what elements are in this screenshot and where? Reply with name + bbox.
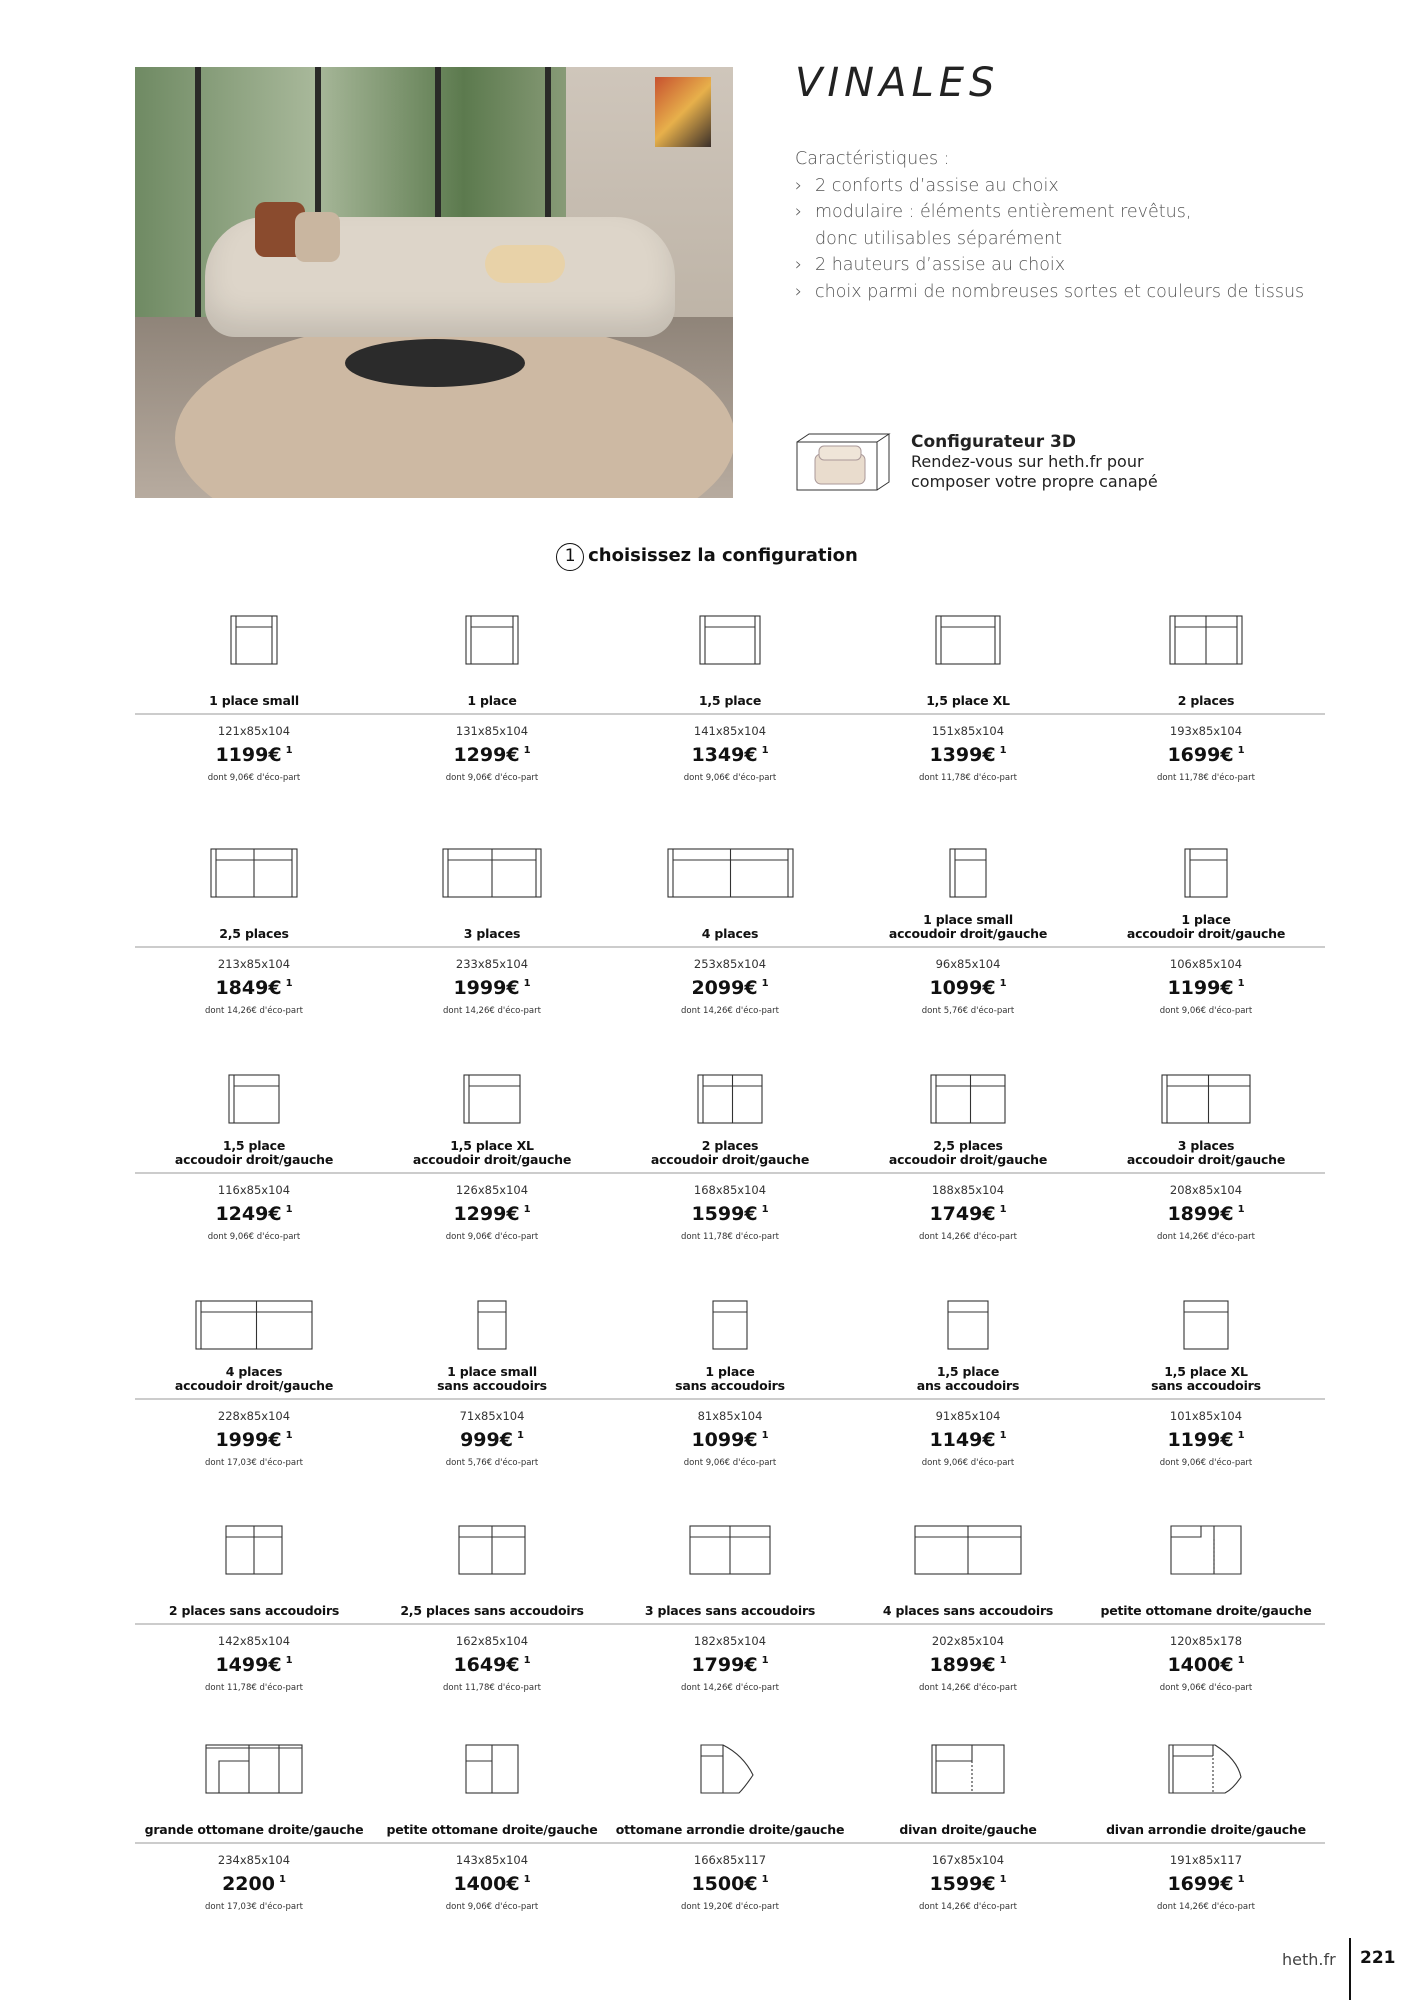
item-eco-part: dont 9,06€ d'éco-part [445, 773, 539, 783]
configuration-item[interactable] [849, 1722, 1087, 1922]
price-footnote: 1 [761, 1655, 769, 1666]
item-dimensions: 81x85x104 [697, 1409, 763, 1423]
configuration-row [135, 1278, 1325, 1478]
item-price [373, 1654, 611, 1676]
item-eco-part: dont 14,26€ d'éco-part [1157, 1902, 1255, 1912]
item-price [135, 1203, 373, 1225]
item-eco-part: dont 9,06€ d'éco-part [207, 1232, 301, 1242]
item-eco-part: dont 14,26€ d'éco-part [681, 1683, 779, 1693]
item-dimensions: 193x85x104 [1169, 724, 1243, 738]
price-value: 1749€ [929, 1203, 996, 1225]
sofa-module-divanRound-icon [1087, 1744, 1325, 1796]
price-footnote: 1 [761, 1874, 769, 1885]
price-footnote: 1 [1237, 745, 1245, 756]
price-footnote: 1 [285, 978, 293, 989]
item-eco-part: dont 9,06€ d'éco-part [1159, 1458, 1253, 1468]
sofa-module-divan-icon [849, 1744, 1087, 1796]
price-value: 1599€ [929, 1873, 996, 1895]
sofa-module-a15xl-icon [373, 1074, 611, 1126]
item-eco-part: dont 11,78€ d'éco-part [443, 1683, 541, 1693]
price-footnote: 1 [1237, 1204, 1245, 1215]
sofa-module-s15-icon [611, 615, 849, 667]
item-dimensions: 101x85x104 [1169, 1409, 1243, 1423]
item-price [373, 1429, 611, 1451]
configurator-text: Rendez-vous sur heth.fr pour composer votre propre canapé [911, 452, 1158, 491]
price-footnote: 1 [761, 978, 769, 989]
item-name: 3 places sans accoudoirs [644, 1603, 816, 1618]
item-dimensions: 213x85x104 [217, 957, 291, 971]
item-eco-part: dont 9,06€ d'éco-part [1159, 1683, 1253, 1693]
price-value: 1249€ [215, 1203, 282, 1225]
item-dimensions: 126x85x104 [455, 1183, 529, 1197]
configuration-item[interactable] [373, 593, 611, 793]
item-eco-part: dont 9,06€ d'éco-part [1159, 1006, 1253, 1016]
item-price [611, 1873, 849, 1895]
item-name: 1,5 place ans accoudoirs [916, 1364, 1020, 1393]
item-dimensions: 234x85x104 [217, 1853, 291, 1867]
item-name: 1 place small [209, 693, 299, 708]
configuration-item[interactable] [373, 1722, 611, 1922]
item-eco-part: dont 14,26€ d'éco-part [443, 1006, 541, 1016]
item-name: 4 places sans accoudoirs [882, 1603, 1054, 1618]
item-name: 4 places [701, 926, 759, 941]
configuration-item[interactable] [135, 593, 373, 793]
price-value: 1199€ [215, 744, 282, 766]
item-price [1087, 1873, 1325, 1895]
item-name: 1,5 place [698, 693, 762, 708]
item-dimensions: 96x85x104 [935, 957, 1001, 971]
item-eco-part: dont 14,26€ d'éco-part [919, 1232, 1017, 1242]
price-value: 1649€ [453, 1654, 520, 1676]
item-dimensions: 208x85x104 [1169, 1183, 1243, 1197]
item-price [135, 744, 373, 766]
price-value: 1899€ [1167, 1203, 1234, 1225]
3d-cube-armchair-icon [795, 432, 895, 492]
price-footnote: 1 [285, 745, 293, 756]
item-price [1087, 1429, 1325, 1451]
sofa-module-n1-icon [611, 1300, 849, 1352]
item-eco-part: dont 14,26€ d'éco-part [919, 1683, 1017, 1693]
price-footnote: 1 [1237, 1655, 1245, 1666]
product-title: VINALES [795, 60, 1000, 106]
item-dimensions: 166x85x117 [693, 1853, 767, 1867]
item-eco-part: dont 9,06€ d'éco-part [921, 1458, 1015, 1468]
item-name: 1,5 place XL [926, 693, 1010, 708]
item-eco-part: dont 14,26€ d'éco-part [205, 1006, 303, 1016]
price-footnote: 1 [523, 978, 531, 989]
item-eco-part: dont 14,26€ d'éco-part [919, 1902, 1017, 1912]
item-name: divan droite/gauche [899, 1822, 1037, 1837]
item-dimensions: 91x85x104 [935, 1409, 1001, 1423]
item-eco-part: dont 5,76€ d'éco-part [921, 1006, 1015, 1016]
footer-divider [1349, 1938, 1351, 2000]
sofa-module-s3-icon [373, 848, 611, 900]
configuration-item[interactable] [849, 593, 1087, 793]
item-price [1087, 1654, 1325, 1676]
price-value: 1599€ [691, 1203, 758, 1225]
item-eco-part: dont 9,06€ d'éco-part [683, 1458, 777, 1468]
item-name: 1 place [467, 693, 517, 708]
price-value: 1500€ [691, 1873, 758, 1895]
item-eco-part: dont 14,26€ d'éco-part [681, 1006, 779, 1016]
price-value: 1699€ [1167, 744, 1234, 766]
price-footnote: 1 [1237, 1430, 1245, 1441]
step-label: choisissez la configuration [588, 545, 858, 566]
configuration-item[interactable] [373, 1052, 611, 1252]
price-footnote: 1 [523, 1655, 531, 1666]
item-price [611, 1654, 849, 1676]
configuration-item[interactable] [849, 826, 1087, 1026]
item-name: 1,5 place XL accoudoir droit/gauche [412, 1138, 572, 1167]
item-eco-part: dont 5,76€ d'éco-part [445, 1458, 539, 1468]
price-value: 1400€ [453, 1873, 520, 1895]
feature-item: › choix parmi de nombreuses sortes et couleurs de tissus [795, 279, 1304, 306]
configuration-row [135, 593, 1325, 793]
configuration-item[interactable] [611, 1503, 849, 1703]
item-name: 2 places [1177, 693, 1235, 708]
configuration-row [135, 1503, 1325, 1703]
item-dimensions: 188x85x104 [931, 1183, 1005, 1197]
price-footnote: 1 [285, 1655, 293, 1666]
item-price [1087, 977, 1325, 999]
price-footnote: 1 [999, 1655, 1007, 1666]
price-value: 1999€ [215, 1429, 282, 1451]
sofa-module-ottoRound-icon [611, 1744, 849, 1796]
item-name: 2,5 places sans accoudoirs [400, 1603, 584, 1618]
item-price [849, 1654, 1087, 1676]
item-price [135, 1654, 373, 1676]
item-price [611, 977, 849, 999]
sofa-module-n4-icon [849, 1525, 1087, 1577]
item-eco-part: dont 9,06€ d'éco-part [445, 1232, 539, 1242]
item-price [1087, 744, 1325, 766]
item-name: 1 place small accoudoir droit/gauche [888, 912, 1048, 941]
item-dimensions: 143x85x104 [455, 1853, 529, 1867]
price-value: 1400€ [1167, 1654, 1234, 1676]
price-footnote: 1 [761, 1430, 769, 1441]
item-dimensions: 116x85x104 [217, 1183, 291, 1197]
item-price [373, 977, 611, 999]
price-footnote: 1 [523, 745, 531, 756]
item-eco-part: dont 14,26€ d'éco-part [1157, 1232, 1255, 1242]
item-name: grande ottomane droite/gauche [144, 1822, 364, 1837]
item-dimensions: 162x85x104 [455, 1634, 529, 1648]
sofa-module-s25-icon [135, 848, 373, 900]
configuration-item[interactable] [1087, 1278, 1325, 1478]
price-footnote: 1 [278, 1874, 286, 1885]
price-footnote: 1 [761, 1204, 769, 1215]
configuration-item[interactable] [1087, 1503, 1325, 1703]
sofa-module-s2-icon [1087, 615, 1325, 667]
price-footnote: 1 [999, 1430, 1007, 1441]
sofa-module-n15-icon [849, 1300, 1087, 1352]
price-footnote: 1 [516, 1430, 524, 1441]
configuration-item[interactable] [1087, 593, 1325, 793]
item-eco-part: dont 11,78€ d'éco-part [1157, 773, 1255, 783]
price-value: 1699€ [1167, 1873, 1234, 1895]
step-heading [0, 543, 1414, 571]
sofa-module-ottoL-icon [1087, 1525, 1325, 1577]
item-price [849, 744, 1087, 766]
price-value: 1349€ [691, 744, 758, 766]
price-value: 1099€ [929, 977, 996, 999]
item-eco-part: dont 11,78€ d'éco-part [681, 1232, 779, 1242]
product-photo-vinales-sofa [135, 67, 733, 498]
item-price [1087, 1203, 1325, 1225]
price-value: 1299€ [453, 744, 520, 766]
item-eco-part: dont 9,06€ d'éco-part [445, 1902, 539, 1912]
sofa-module-a2-icon [611, 1074, 849, 1126]
feature-item: › 2 conforts d’assise au choix [795, 173, 1304, 200]
price-value: 1999€ [453, 977, 520, 999]
sofa-module-a15-icon [135, 1074, 373, 1126]
item-name: 1 place sans accoudoirs [675, 1364, 785, 1393]
configuration-row [135, 1722, 1325, 1922]
sofa-module-s1-icon [373, 615, 611, 667]
item-name: 3 places [463, 926, 521, 941]
item-name: 4 places accoudoir droit/gauche [174, 1364, 334, 1393]
sofa-module-grandeOtto-icon [135, 1744, 373, 1796]
price-footnote: 1 [999, 1874, 1007, 1885]
price-footnote: 1 [523, 1874, 531, 1885]
item-price [611, 744, 849, 766]
price-footnote: 1 [999, 745, 1007, 756]
sofa-module-a4-icon [135, 1300, 373, 1352]
price-value: 1849€ [215, 977, 282, 999]
configuration-item[interactable] [373, 1278, 611, 1478]
sofa-module-n2-icon [135, 1525, 373, 1577]
item-price [849, 1873, 1087, 1895]
item-eco-part: dont 11,78€ d'éco-part [919, 773, 1017, 783]
price-value: 1099€ [691, 1429, 758, 1451]
page-number: 221 [1360, 1948, 1396, 1968]
item-dimensions: 131x85x104 [455, 724, 529, 738]
price-value: 2200 [222, 1873, 275, 1895]
sofa-module-s15xl-icon [849, 615, 1087, 667]
item-name: 1,5 place accoudoir droit/gauche [174, 1138, 334, 1167]
item-price [135, 977, 373, 999]
configuration-item[interactable] [611, 593, 849, 793]
item-name: divan arrondie droite/gauche [1106, 1822, 1306, 1837]
configuration-item[interactable] [373, 1503, 611, 1703]
price-value: 1149€ [929, 1429, 996, 1451]
sofa-module-n3-icon [611, 1525, 849, 1577]
price-footnote: 1 [523, 1204, 531, 1215]
price-footnote: 1 [285, 1430, 293, 1441]
configuration-item[interactable] [135, 1278, 373, 1478]
item-dimensions: 202x85x104 [931, 1634, 1005, 1648]
feature-item: › 2 hauteurs d’assise au choix [795, 252, 1304, 279]
sofa-module-s1small-icon [135, 615, 373, 667]
item-dimensions: 168x85x104 [693, 1183, 767, 1197]
item-name: 2 places accoudoir droit/gauche [650, 1138, 810, 1167]
item-dimensions: 233x85x104 [455, 957, 529, 971]
item-name: 2,5 places accoudoir droit/gauche [888, 1138, 1048, 1167]
configuration-item[interactable] [849, 1052, 1087, 1252]
item-dimensions: 142x85x104 [217, 1634, 291, 1648]
price-value: 1399€ [929, 744, 996, 766]
item-dimensions: 71x85x104 [459, 1409, 525, 1423]
item-eco-part: dont 9,06€ d'éco-part [683, 773, 777, 783]
price-footnote: 1 [761, 745, 769, 756]
sofa-module-a1small-icon [849, 848, 1087, 900]
item-name: petite ottomane droite/gauche [386, 1822, 598, 1837]
price-value: 1499€ [215, 1654, 282, 1676]
price-footnote: 1 [1237, 1874, 1245, 1885]
sofa-module-a3-icon [1087, 1074, 1325, 1126]
configuration-item[interactable] [1087, 1722, 1325, 1922]
item-price [135, 1873, 373, 1895]
item-price [611, 1429, 849, 1451]
configuration-item[interactable] [849, 1503, 1087, 1703]
configuration-item[interactable] [1087, 1052, 1325, 1252]
item-dimensions: 120x85x178 [1169, 1634, 1243, 1648]
item-dimensions: 182x85x104 [693, 1634, 767, 1648]
feature-item: › modulaire : éléments entièrement revêtus, donc utilisables séparément [795, 199, 1304, 252]
item-price [373, 1203, 611, 1225]
configuration-item[interactable] [849, 1278, 1087, 1478]
sofa-module-s4-icon [611, 848, 849, 900]
price-value: 2099€ [691, 977, 758, 999]
item-eco-part: dont 11,78€ d'éco-part [205, 1683, 303, 1693]
configuration-item[interactable] [611, 1052, 849, 1252]
sofa-module-n1small-icon [373, 1300, 611, 1352]
item-price [849, 977, 1087, 999]
features-heading: Caractéristiques : [795, 149, 950, 169]
configuration-item[interactable] [135, 1503, 373, 1703]
item-dimensions: 106x85x104 [1169, 957, 1243, 971]
price-value: 1199€ [1167, 1429, 1234, 1451]
sofa-module-a1-icon [1087, 848, 1325, 900]
sofa-module-a25-icon [849, 1074, 1087, 1126]
item-name: 2 places sans accoudoirs [168, 1603, 340, 1618]
item-dimensions: 167x85x104 [931, 1853, 1005, 1867]
item-eco-part: dont 19,20€ d'éco-part [681, 1902, 779, 1912]
price-value: 1299€ [453, 1203, 520, 1225]
item-eco-part: dont 9,06€ d'éco-part [207, 773, 301, 783]
item-eco-part: dont 17,03€ d'éco-part [205, 1458, 303, 1468]
sofa-module-petiteOtto-icon [373, 1744, 611, 1796]
item-dimensions: 141x85x104 [693, 724, 767, 738]
item-price [373, 744, 611, 766]
configuration-item[interactable] [611, 1722, 849, 1922]
configuration-item[interactable] [1087, 826, 1325, 1026]
item-dimensions: 121x85x104 [217, 724, 291, 738]
sofa-module-n25-icon [373, 1525, 611, 1577]
footer-site[interactable]: heth.fr [1282, 1950, 1336, 1969]
price-value: 999€ [460, 1429, 513, 1451]
item-dimensions: 151x85x104 [931, 724, 1005, 738]
item-eco-part: dont 17,03€ d'éco-part [205, 1902, 303, 1912]
configurator-title: Configurateur 3D [911, 432, 1076, 452]
item-dimensions: 191x85x117 [1169, 1853, 1243, 1867]
price-value: 1899€ [929, 1654, 996, 1676]
item-name: ottomane arrondie droite/gauche [615, 1822, 845, 1837]
item-dimensions: 228x85x104 [217, 1409, 291, 1423]
price-footnote: 1 [285, 1204, 293, 1215]
configuration-row [135, 826, 1325, 1026]
item-name: 3 places accoudoir droit/gauche [1126, 1138, 1286, 1167]
sofa-module-n15xl-icon [1087, 1300, 1325, 1352]
step-number: 1 [556, 543, 584, 571]
item-name: 1 place small sans accoudoirs [437, 1364, 547, 1393]
configuration-item[interactable] [135, 826, 373, 1026]
configuration-item[interactable] [135, 1052, 373, 1252]
price-value: 1199€ [1167, 977, 1234, 999]
configuration-item[interactable] [611, 826, 849, 1026]
item-price [849, 1429, 1087, 1451]
item-name: 2,5 places [219, 926, 289, 941]
configuration-item[interactable] [611, 1278, 849, 1478]
configuration-item[interactable] [373, 826, 611, 1026]
item-name: petite ottomane droite/gauche [1100, 1603, 1312, 1618]
price-value: 1799€ [691, 1654, 758, 1676]
price-footnote: 1 [999, 978, 1007, 989]
item-dimensions: 253x85x104 [693, 957, 767, 971]
item-price [135, 1429, 373, 1451]
item-name: 1,5 place XL sans accoudoirs [1151, 1364, 1261, 1393]
configuration-item[interactable] [135, 1722, 373, 1922]
item-price [611, 1203, 849, 1225]
item-price [373, 1873, 611, 1895]
item-price [849, 1203, 1087, 1225]
price-footnote: 1 [1237, 978, 1245, 989]
price-footnote: 1 [999, 1204, 1007, 1215]
configuration-row [135, 1052, 1325, 1252]
features-block [795, 146, 1304, 305]
item-name: 1 place accoudoir droit/gauche [1126, 912, 1286, 941]
